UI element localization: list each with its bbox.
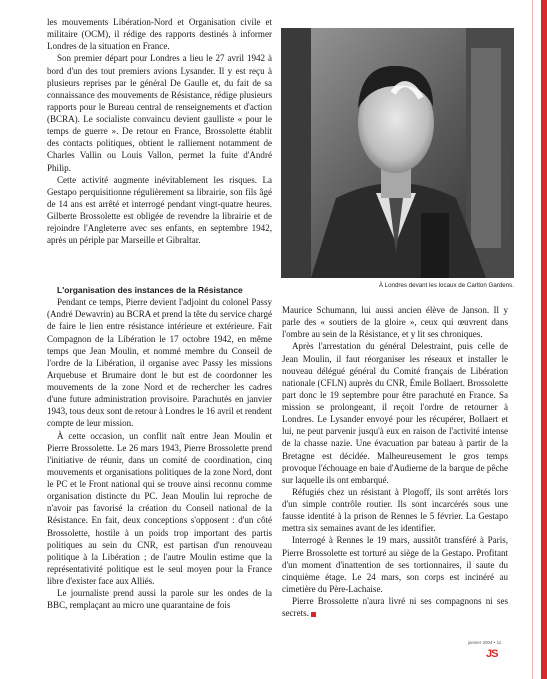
photo-credit: © collections du Musée de l'Ordre de la Libération, Paris (508, 142, 513, 242)
paragraph: Réfugiés chez un résistant à Plogoff, ils sont arrêtés lors d'un simple contrôle routier. Ils sont incarcérés sous une fausse identité à la prison de Rennes le 5 février. La Gestapo mettra six semaines avant de les identifier. (282, 486, 508, 534)
page-edge-rule (541, 0, 547, 679)
magazine-logo: JS (486, 648, 498, 660)
paragraph: Après l'arrestation du général Delestraint, puis celle de Jean Moulin, il faut réorganiser les réseaux et installer le nouveau délégué général du Comité français de Libération nationale (CFLN) auprès du CNR, Émile Bollaert. Brossolette part donc le 19 septembre pour être parachuté en France. Sa mission se prolongeant, il reçoit l'ordre de retourner à Londres. Le Lysander envoyé pour les récupérer, Bollaert et lui, ne peut parvenir jusqu'à eux en raison de l'activité intense de la chasse nazie. Une évacuation par bateau à partir de la Bretagne est décidée. Malheureusement le gros temps provoque l'échouage en baie d'Audierne de la barque de pêche sur laquelle ils ont embarqué. (282, 341, 508, 485)
paragraph: les mouvements Libération-Nord et Organisation civile et militaire (OCM), il rédige des rapports destinés à informer Londres de la situation en France. (47, 17, 272, 52)
page-inner-line (532, 0, 533, 679)
photo-caption: À Londres devant les locaux de Carlton Gardens. (378, 282, 514, 289)
left-column-top (47, 16, 272, 246)
paragraph: À cette occasion, un conflit naît entre Jean Moulin et Pierre Brossolette. Le 26 mars 1943, Pierre Brossolette prend l'initiative de réunir, dans un comité de coordination, cinq mouvements et organisations politiques de la zone Nord, dont le PC et le Front national qui se trouve ainsi reconnu comme organisation distincte du PC. Jean Moulin lui reproche de n'avoir pas favorisé la création du Conseil national de la Résistance. En fait, deux conceptions s'opposent : d'un côté Brossolette, hostile à un poids trop important des partis politiques au sein du CNR, est partisan d'un renouveau politique à la Libération ; de l'autre Moulin estime que la représentativité politique est le seul moyen pour la France libre d'exister face aux Alliés. (47, 430, 272, 586)
end-mark-icon (311, 612, 316, 617)
paragraph: Le journaliste prend aussi la parole sur les ondes de la BBC, remplaçant au micro une quarantaine de fois (47, 588, 272, 611)
section-title: L'organisation des instances de la Résistance (57, 285, 243, 295)
paragraph (282, 595, 508, 619)
paragraph: Son premier départ pour Londres a lieu le 27 avril 1942 à bord d'un des tout premiers avions Lysander. Il y est reçu à plusieurs reprises par le général De Gaulle et, du fait de sa connaissance des mouvements de Résistance, rédige plusieurs rapports pour le Bureau central de renseignements et d'action (BCRA). Le socialiste convaincu devient gaulliste « pour le temps de guerre ». De retour en France, Brossolette établit des contacts politiques, obtient le ralliement notamment de Charles Vallin ou Louis Vallon, permet la fuite d'André Philip. (47, 53, 272, 173)
paragraph: Cette activité augmente inévitablement les risques. La Gestapo perquisitionne régulièrement sa librairie, son fils âgé de 14 ans est arrêté et interrogé pendant vingt-quatre heures. Gilberte Brossolette est obligée de revendre la librairie et de rejoindre l'Angleterre avec ses enfants, en septembre 1942, après un périple par Marseille et Gibraltar. (47, 174, 272, 246)
paragraph: Interrogé à Rennes le 19 mars, aussitôt transféré à Paris, Pierre Brossolette est torturé au siège de la Gestapo. Profitant d'un moment d'inattention de ses tortionnaires, il saute du cinquième étage. Le 24 mars, son corps est incinéré au cimetière du Père-Lachaise. (282, 535, 508, 594)
footer-date: janvier 2004 • 11 (468, 640, 502, 645)
right-column (282, 304, 508, 619)
paragraph: Pendant ce temps, Pierre devient l'adjoint du colonel Passy (André Dewavrin) au BCRA et prend la tête du service chargé de faire le lien entre résistance intérieure et extérieure. Fait Compagnon de la Libération le 17 octobre 1942, en même temps que Jean Moulin, et nommé membre du Conseil de l'ordre de la Libération, il organise avec Passy les missions Arquebuse et Brumaire dont le but est de coordonner les mouvements de la zone Nord et de rechercher les cadres d'une future administration provisoire. Parachutés en janvier 1943, tous deux sont de retour à Londres le 16 avril et rendent compte de leur mission. (47, 297, 272, 429)
portrait-photo (281, 28, 514, 278)
left-column-bottom (47, 284, 272, 611)
paragraph-text: Pierre Brossolette n'aura livré ni ses compagnons ni ses secrets. (282, 596, 508, 619)
paragraph: Maurice Schumann, lui aussi ancien élève de Janson. Il y parle des « soutiers de la gloire », ceux qui œuvrent dans l'ombre au sein de la Résistance, et y lit ses chroniques. (282, 305, 508, 340)
